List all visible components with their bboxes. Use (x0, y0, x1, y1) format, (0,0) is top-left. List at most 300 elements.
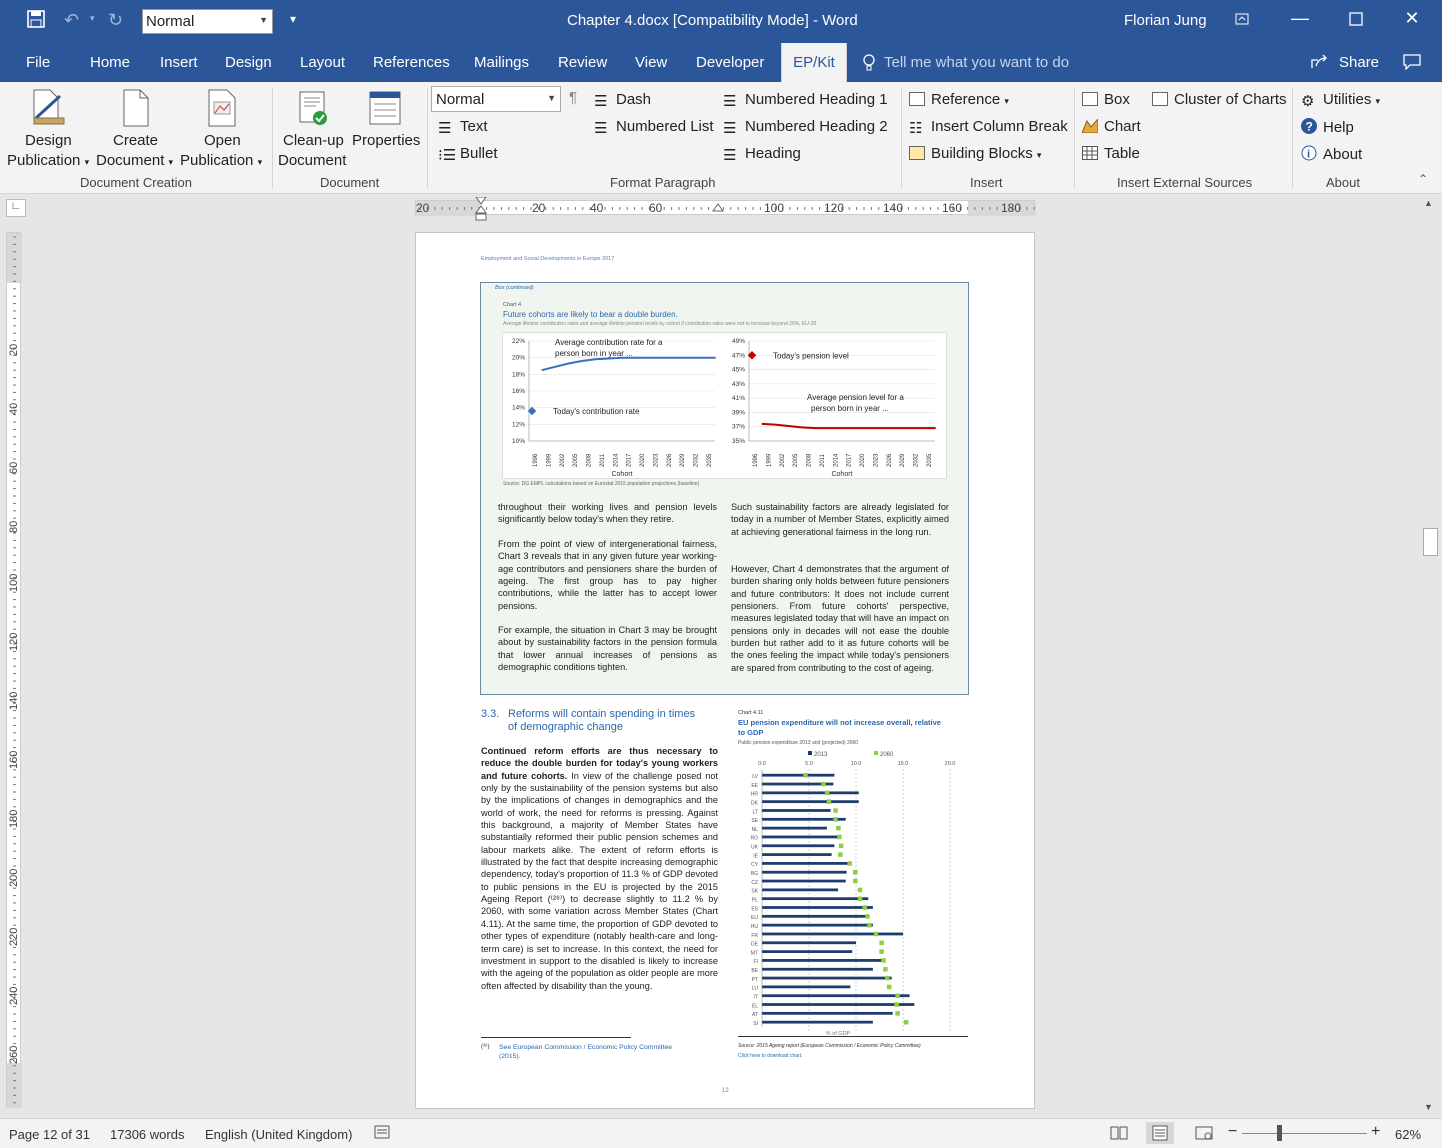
ribbon-display-icon[interactable] (1222, 10, 1262, 31)
chart411-title-line1: EU pension expenditure will not increase overall, relative (738, 718, 941, 727)
zoom-out-icon[interactable]: − (1228, 1123, 1238, 1140)
chart411-title-line2: to GDP (738, 728, 764, 737)
dash-style-label: Dash (616, 91, 652, 108)
ruler-label: 160 (8, 750, 20, 769)
tab-developer[interactable]: Developer (696, 54, 765, 71)
group-separator (427, 88, 428, 188)
x-tick-label: 1999 (546, 453, 553, 467)
group-insert: Insert (970, 175, 1003, 190)
category-label: EL (751, 1003, 758, 1010)
content-box (480, 282, 969, 695)
chart411-download-link[interactable]: Click here to download chart. (738, 1053, 803, 1059)
marker-2060 (904, 1020, 909, 1025)
status-page-count[interactable]: Page 12 of 31 (9, 1127, 90, 1142)
about-button[interactable] (1301, 145, 1362, 163)
customize-qat-icon[interactable]: ▾ (290, 12, 297, 26)
bar-2013 (762, 924, 873, 927)
marker-2060 (853, 870, 858, 875)
footnote-line2[interactable]: (2015). (499, 1053, 521, 1060)
indent-marker-icon[interactable] (475, 197, 487, 221)
scrollbar-thumb[interactable] (1423, 528, 1438, 556)
marker-2060 (833, 817, 838, 822)
category-label: IE (753, 853, 758, 860)
y-tick-label: 49% (731, 338, 745, 345)
footnote-line1[interactable]: See European Commission / Economic Policy Committee (499, 1044, 673, 1051)
properties-icon (368, 90, 402, 133)
section-body-bold: Continued reform efforts are thus necessary to reduce the double burden for today's young workers and future cohorts. (481, 746, 718, 781)
series-label: person born in year ... (811, 404, 889, 414)
pilcrow-icon[interactable]: ¶ (569, 89, 578, 106)
group-separator (1292, 88, 1293, 188)
utilities-button[interactable] (1301, 91, 1380, 108)
web-layout-icon[interactable] (1195, 1125, 1213, 1144)
right-indent-marker-icon[interactable] (712, 203, 724, 217)
bar-2013 (762, 977, 892, 980)
bar-2013 (762, 959, 883, 962)
category-label: PT (751, 976, 758, 983)
ruler-label: 260 (8, 1045, 20, 1064)
box-col1-para3: For example, the situation in Chart 3 may be brought about by sustainability factors in the pension formula that lower annual increases of pensions as demographic conditions tighten. (498, 625, 717, 673)
text-lines-icon: ☰ (438, 120, 452, 137)
building-blocks-icon (909, 146, 925, 160)
properties-button[interactable]: Properties (352, 132, 421, 149)
x-tick-label: 2014 (833, 453, 840, 467)
tab-design[interactable]: Design (225, 54, 272, 71)
category-label: BE (751, 968, 758, 975)
x-tick-label: 1999 (766, 453, 773, 467)
ruler-label: 40 (8, 402, 20, 415)
y-tick-label: 12% (511, 421, 525, 429)
about-label: About (1323, 146, 1363, 163)
bar-2013 (762, 800, 859, 803)
cluster-of-charts-icon (1152, 92, 1168, 106)
bar-2013 (762, 950, 852, 953)
section-title-line1: Reforms will contain spending in times (508, 708, 696, 720)
ribbon (0, 82, 1442, 194)
chevron-down-icon: ▾ (1036, 150, 1042, 160)
pension-level-line (762, 424, 936, 428)
numbered-heading-icon: ☰ (723, 93, 737, 110)
section-body (481, 745, 718, 992)
status-bar (0, 1118, 1442, 1148)
read-mode-icon[interactable] (1110, 1125, 1128, 1144)
create-document-icon (122, 88, 150, 133)
section-title-line2: of demographic change (508, 721, 623, 733)
marker-2060 (867, 923, 872, 928)
chart411-source: Source: 2015 Ageing report (European Commission / Economic Policy Committee) (738, 1043, 921, 1049)
dash-style-button[interactable] (594, 91, 651, 108)
category-label: HU (750, 923, 758, 930)
footnote-separator (481, 1037, 631, 1038)
open-publication-button[interactable] (180, 152, 262, 169)
cleanup-icon (298, 90, 332, 135)
category-label: FR (751, 932, 758, 939)
save-icon[interactable] (27, 10, 45, 33)
bar-2013 (762, 862, 849, 865)
x-tick-label: 2023 (653, 453, 660, 467)
tab-insert[interactable]: Insert (160, 54, 198, 71)
x-tick-label: 5.0 (805, 761, 813, 767)
legend-swatch-2060 (874, 751, 878, 755)
cleanup-line1[interactable]: Clean-up (283, 132, 344, 149)
section-body-text: In view of the challenge posed not only by the sustainability of the pension systems but also by the implications of changes in demographics and the world of work, the need for reforms is pressing. Against this background, a majority of Member States have substantially reformed their public pension schemes and labour markets alike. The extent of reform efforts is illustrated by the fact that despite increasing demographic dependency, today's proportion of 11.3 % of GDP devoted to public pensions in the EU is projected by the 2015 Ageing Report (⁽²⁸⁾) to decrease slightly to 11.2 % by 2060, with some variation across Member States (Chart 4.11). At the same time, the proportion of GDP devoted to other types of expenditure (notably health-care and long-term care) is set to increase. In this context, the need for investment in support to the disabled is likely to increase with the ageing of the population as older people are more often affected by disability than the young. (481, 770, 719, 991)
bar-2013 (762, 906, 873, 909)
undo-dropdown-icon[interactable]: ▾ (90, 13, 95, 23)
open-publication-line2: Publication (180, 152, 254, 169)
chart-icon (1082, 119, 1098, 133)
y-tick-label: 41% (731, 395, 745, 403)
category-label: ES (751, 906, 758, 913)
box-col1-para2: From the point of view of intergenerational fairness, Chart 3 reveals that in any given future year working-age contributors and pensioners share the burden of ageing. The first group has to pay higher contributions, while the latter has to accept lower pensions. (498, 539, 717, 611)
scroll-up-icon[interactable]: ▲ (1424, 198, 1433, 208)
chevron-down-icon: ▾ (257, 157, 263, 167)
numbered-heading-icon: ☰ (723, 120, 737, 137)
group-format-paragraph: Format Paragraph (610, 175, 716, 190)
marker-2060 (847, 861, 852, 866)
building-blocks-label: Building Blocks (931, 145, 1033, 162)
insert-column-break-button[interactable] (909, 118, 1068, 135)
ruler-label: 20 (8, 343, 20, 356)
ruler-label: 180 (8, 809, 20, 828)
box-icon (1082, 92, 1098, 106)
ruler-label: 80 (8, 520, 20, 533)
ruler-label: 240 (8, 986, 20, 1005)
x-tick-label: 2002 (779, 453, 786, 467)
marker-2060 (885, 976, 890, 981)
design-publication-line2: Publication (7, 152, 81, 169)
group-document: Document (320, 175, 380, 190)
x-tick-label: 2017 (626, 453, 633, 467)
marker-2060 (858, 888, 863, 893)
x-tick-label: 2017 (846, 453, 853, 467)
bar-2013 (762, 968, 873, 971)
tab-home[interactable]: Home (90, 54, 131, 71)
ruler-label: 200 (8, 868, 20, 887)
bar-2013 (762, 791, 859, 794)
table-button[interactable] (1082, 145, 1140, 162)
ruler-label: 40 (590, 201, 604, 215)
marker-2060 (853, 879, 858, 884)
category-label: MT (750, 950, 758, 957)
category-label: AT (751, 1012, 758, 1019)
chevron-down-icon: ▾ (1004, 96, 1009, 106)
insert-column-break-label: Insert Column Break (931, 118, 1068, 135)
text-style-label: Text (460, 118, 488, 135)
category-label: DK (751, 800, 758, 807)
open-publication-line1[interactable]: Open (204, 132, 241, 149)
heading-label: Heading (745, 145, 801, 162)
bullet-style-button[interactable] (438, 145, 498, 162)
chart411-label: Chart 4.11 (738, 710, 764, 716)
column-break-icon: ☷ (909, 120, 923, 137)
ruler-label: 20 (416, 201, 430, 215)
text-style-button[interactable] (438, 118, 488, 135)
share-icon[interactable] (1310, 54, 1328, 74)
marker-2060 (879, 949, 884, 954)
chart4-area (502, 332, 947, 479)
x-tick-label: 0.0 (758, 761, 766, 767)
numbered-list-icon: ☰ (594, 120, 608, 137)
bar-2013 (762, 871, 847, 874)
marker-2060 (821, 782, 826, 787)
design-publication-line1[interactable]: Design (25, 132, 72, 149)
y-tick-label: 20% (511, 354, 525, 362)
comments-icon[interactable] (1403, 54, 1421, 74)
tab-review[interactable]: Review (558, 54, 608, 71)
tab-selector-icon[interactable]: ∟ (6, 199, 26, 217)
cluster-of-charts-label: Cluster of Charts (1174, 91, 1287, 108)
y-tick-label: 14% (511, 404, 525, 412)
x-tick-label: 2011 (599, 454, 606, 467)
bar-2013 (762, 809, 831, 812)
marker-2060 (881, 958, 886, 963)
ribbon-tabs (0, 43, 1442, 82)
legend-label-2060: 2060 (880, 752, 894, 758)
category-label: LV (752, 774, 758, 780)
x-tick-label: 2026 (886, 453, 893, 467)
svg-text:i: i (1307, 148, 1311, 161)
legend-label-2013: 2013 (814, 752, 828, 758)
zoom-slider-thumb[interactable] (1277, 1125, 1282, 1141)
tab-epkit[interactable]: EP/Kit (781, 43, 847, 83)
marker-2060 (858, 896, 863, 901)
chart-label: Chart (1104, 118, 1141, 135)
bar-2013 (762, 853, 832, 856)
zoom-in-icon[interactable]: + (1371, 1123, 1381, 1140)
box-button[interactable] (1082, 91, 1130, 108)
lightbulb-icon (862, 54, 876, 76)
y-tick-label: 16% (511, 388, 525, 395)
proofing-icon[interactable] (374, 1125, 390, 1144)
bar-2013 (762, 888, 838, 891)
y-tick-label: 18% (511, 371, 525, 379)
category-label: EE (751, 782, 758, 789)
group-separator (901, 88, 902, 188)
chevron-down-icon: ▾ (84, 157, 90, 167)
x-tick-label: 2032 (693, 453, 700, 467)
table-label: Table (1104, 145, 1140, 162)
tab-references[interactable]: References (373, 54, 450, 71)
table-icon (1082, 146, 1098, 160)
chevron-down-icon: ▼ (259, 15, 268, 25)
bar-2013 (762, 774, 834, 777)
chart4-svg (503, 333, 948, 480)
chart4-source: Source: DG EMPL calculations based on Eurostat 2015 population projections (baseline) (503, 481, 700, 487)
numbered-heading-1-button[interactable] (723, 91, 888, 108)
chart4-label: Chart 4 (503, 302, 522, 308)
tab-file[interactable]: File (26, 54, 51, 71)
zoom-slider-track[interactable] (1242, 1133, 1367, 1134)
tab-view[interactable]: View (635, 54, 668, 71)
paragraph-style-select[interactable] (431, 86, 561, 112)
redo-icon[interactable]: ↻ (108, 10, 124, 30)
bar-2013 (762, 897, 868, 900)
tab-layout[interactable]: Layout (300, 54, 346, 71)
ruler-label: 60 (8, 461, 20, 474)
ruler-label: 160 (942, 201, 963, 215)
share-button[interactable]: Share (1339, 54, 1380, 71)
contribution-rate-line (542, 358, 716, 371)
x-tick-label: 2005 (573, 453, 580, 467)
category-label: SK (751, 888, 758, 895)
bar-2013 (762, 985, 850, 988)
status-word-count[interactable]: 17306 words (110, 1127, 185, 1142)
heading-icon: ☰ (723, 147, 737, 164)
undo-icon[interactable]: ↶ (64, 10, 80, 30)
maximize-icon[interactable] (1336, 10, 1376, 31)
bullet-style-label: Bullet (460, 145, 498, 162)
chart411-rule (738, 1036, 968, 1037)
x-tick-label: 2002 (559, 453, 566, 467)
marker-2060 (865, 914, 870, 919)
group-separator (1074, 88, 1075, 188)
bar-2013 (762, 880, 846, 883)
marker-2060 (862, 905, 866, 910)
create-document-button[interactable] (96, 152, 173, 169)
user-name[interactable]: Florian Jung (1124, 12, 1207, 29)
x-tick-label: 20.0 (944, 761, 956, 767)
x-axis-label: % of GDP (825, 1030, 851, 1037)
document-page[interactable] (415, 232, 1035, 1109)
svg-text:?: ? (1305, 119, 1313, 134)
category-label: FI (753, 959, 758, 966)
building-blocks-button[interactable] (909, 145, 1041, 162)
print-layout-icon[interactable] (1146, 1122, 1174, 1144)
box-label: Box (1104, 91, 1130, 108)
vertical-ruler-ticks (7, 233, 22, 1108)
marker-2060 (895, 994, 900, 999)
page-header: Employment and Social Developments in Europe 2017 (481, 256, 615, 262)
bar-2013 (762, 933, 903, 936)
bar-2013 (762, 941, 856, 944)
x-tick-label: 2029 (900, 453, 907, 467)
numbered-heading-2-label: Numbered Heading 2 (745, 118, 888, 135)
tab-mailings[interactable]: Mailings (474, 54, 530, 71)
chart4-title: Future cohorts are likely to bear a double burden. (503, 310, 678, 319)
group-insert-external-sources: Insert External Sources (1117, 175, 1253, 190)
reference-button[interactable] (909, 91, 1009, 108)
scroll-down-icon[interactable]: ▼ (1424, 1102, 1433, 1112)
marker-2060 (887, 985, 892, 990)
y-tick-label: 39% (731, 409, 745, 417)
help-label: Help (1323, 119, 1354, 136)
cluster-of-charts-button[interactable] (1152, 91, 1287, 108)
category-label: NL (751, 826, 758, 833)
chart-button[interactable] (1082, 118, 1141, 135)
category-label: CZ (751, 879, 758, 886)
x-tick-label: 1996 (533, 453, 539, 467)
numbered-heading-2-button[interactable] (723, 118, 888, 135)
marker-2060 (839, 844, 844, 849)
series-label: Average contribution rate for a (555, 338, 663, 347)
chevron-down-icon: ▼ (547, 93, 556, 103)
x-tick-label: 2029 (680, 453, 687, 467)
marker-2060 (825, 791, 830, 796)
x-tick-label: 10.0 (850, 761, 862, 767)
category-label: SI (753, 1020, 758, 1027)
x-tick-label: 2008 (586, 453, 593, 467)
marker-2060 (833, 808, 838, 813)
numbered-list-button[interactable] (594, 118, 714, 135)
design-publication-button[interactable] (7, 152, 89, 169)
group-document-creation: Document Creation (80, 175, 192, 190)
zoom-level[interactable]: 62% (1395, 1127, 1422, 1142)
y-tick-label: 22% (511, 338, 525, 345)
category-label: LU (751, 985, 758, 992)
category-label: LT (752, 809, 758, 816)
bar-2013 (762, 915, 868, 918)
box-col1-para1: throughout their working lives and pension levels significantly below today's when they retire. (498, 502, 717, 525)
cleanup-line2[interactable]: Document (278, 152, 347, 169)
vertical-ruler[interactable] (6, 232, 21, 1107)
point-label: Today's contribution rate (553, 407, 640, 416)
series-label: Average pension level for a (807, 393, 904, 403)
x-tick-label: 2020 (640, 453, 647, 467)
design-publication-icon (30, 88, 68, 133)
marker-2060 (883, 967, 888, 972)
utilities-icon: ⚙ (1301, 93, 1315, 110)
create-document-line1[interactable]: Create (113, 132, 159, 149)
box-col2-para2: However, Chart 4 demonstrates that the argument of burden sharing only holds between future pensioners and future contributors: It does not include current pensioners. From future cohorts' perspective, measures legislated today that will have an impact on pensions only in decades will not ease the double burden but rather add to it as future cohorts will be the ones feeling the impact while today's pensioners are spared from contributing to the cost of ageing. (731, 564, 949, 673)
category-label: UK (751, 844, 758, 851)
y-tick-label: 45% (731, 366, 745, 374)
bar-2013 (762, 1021, 873, 1024)
minimize-icon[interactable]: — (1291, 8, 1309, 28)
horizontal-ruler[interactable] (415, 200, 1035, 215)
ruler-label: 120 (824, 201, 845, 215)
help-button[interactable] (1301, 118, 1354, 136)
open-publication-icon (207, 88, 237, 133)
collapse-ribbon-icon[interactable]: ⌃ (1418, 172, 1429, 186)
marker-2060 (803, 773, 808, 778)
quick-style-box[interactable] (142, 9, 273, 34)
marker-2060 (874, 932, 879, 937)
y-tick-label: 43% (731, 380, 745, 388)
footnote-number: (²⁸) (481, 1044, 490, 1050)
bar-2013 (762, 994, 910, 997)
category-label: PL (751, 897, 758, 904)
ruler-label: 120 (8, 632, 20, 651)
bar-2013 (762, 1003, 914, 1006)
create-document-line2: Document (96, 152, 165, 169)
status-language[interactable]: English (United Kingdom) (205, 1127, 353, 1142)
quick-style-value: Normal (146, 13, 195, 30)
heading-button[interactable] (723, 145, 801, 162)
dash-list-icon: ☰ (594, 93, 608, 110)
category-label: EU (751, 915, 758, 922)
box-col2-para1: Such sustainability factors are already legislated for today in a number of Member States, explicitly aimed at achieving generational fairness in the long run. (731, 502, 949, 537)
ruler-label: 140 (8, 691, 20, 710)
bar-2013 (762, 844, 834, 847)
chart411-svg (738, 750, 968, 1045)
bar-2013 (762, 836, 839, 839)
category-label: CY (751, 862, 758, 869)
x-axis-label: Cohort (831, 471, 853, 478)
ruler-label: 180 (1001, 201, 1022, 215)
ruler-label: 220 (8, 927, 20, 946)
x-tick-label: 2026 (666, 453, 673, 467)
y-tick-label: 10% (511, 438, 525, 445)
category-label: DE (751, 941, 758, 948)
chart4-subtitle: Average lifetime contribution rates and average lifetime pension levels by cohort if contribution rates were not to increase beyond 20%, EU-28 (503, 321, 817, 327)
close-icon[interactable]: ✕ (1404, 8, 1420, 28)
tell-me-input[interactable]: Tell me what you want to do (884, 54, 1070, 71)
help-icon (1301, 118, 1317, 132)
group-about: About (1326, 175, 1360, 190)
ruler-label: 100 (8, 573, 20, 592)
x-axis-label: Cohort (611, 471, 633, 478)
vertical-scrollbar[interactable] (1422, 195, 1439, 1115)
